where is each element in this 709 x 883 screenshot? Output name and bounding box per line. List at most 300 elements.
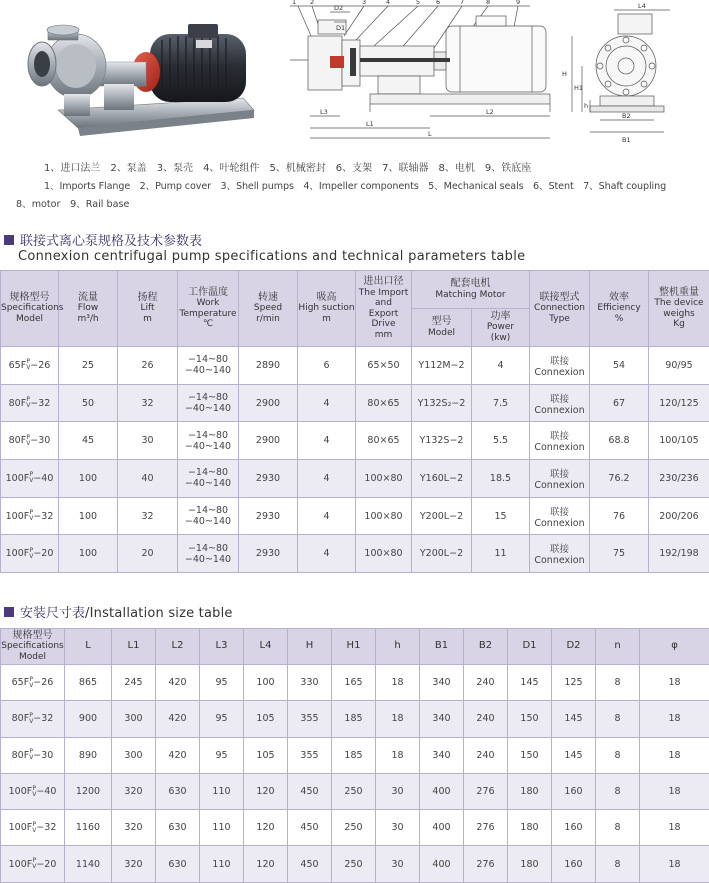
temp-line: −40~140 (184, 365, 232, 377)
cell-flow: 50 (59, 384, 118, 422)
model-sub: V (29, 754, 34, 762)
dim-l2: L2 (486, 108, 494, 116)
cell-power: 18.5 (472, 460, 530, 498)
cell-motor: Y200L−2 (412, 497, 472, 535)
header-line: Work (196, 298, 220, 308)
install-cell: 890 (65, 737, 112, 773)
table-row (1, 460, 709, 498)
header-efficiency (590, 271, 649, 347)
callout-4: 4 (386, 0, 391, 6)
install-cell: 8 (596, 737, 640, 773)
cell-eff: 67 (590, 384, 649, 422)
header-line: Specifications (1, 303, 64, 314)
cell-power: 7.5 (472, 384, 530, 422)
install-header-col: h (376, 629, 420, 665)
install-cell: 900 (65, 701, 112, 737)
install-header-col: L (65, 629, 112, 665)
model-suffix: −40 (36, 786, 57, 798)
table-row (1, 384, 709, 422)
install-cell: 400 (420, 773, 464, 809)
install-header-col: L1 (112, 629, 156, 665)
header-line: Efficiency (597, 303, 641, 314)
header-line: (kw) (490, 332, 511, 343)
cell-speed: 2900 (239, 422, 298, 460)
cell-speed: 2900 (239, 384, 298, 422)
header-line: 扬程 (137, 291, 158, 303)
dim-b2: B2 (622, 112, 631, 120)
model-suffix: −20 (33, 548, 54, 560)
dim-l: L (428, 130, 432, 138)
install-cell: 420 (156, 701, 200, 737)
header-line: 进出口径 (363, 276, 404, 287)
model-tag (9, 435, 51, 446)
square-bullet-icon (4, 607, 14, 617)
model-prefix: 100F (5, 548, 30, 560)
table-row (1, 665, 709, 701)
cell-suction: 4 (298, 460, 356, 498)
header-line: Type (549, 313, 570, 324)
model-tag (9, 360, 51, 371)
model-sub: V (29, 552, 34, 560)
table-row (1, 846, 709, 882)
cell-connection (530, 347, 590, 385)
cell-weight: 120/125 (649, 384, 709, 422)
install-cell: 30 (376, 846, 420, 882)
model-prefix: 80F (8, 435, 27, 447)
cell-eff: 76.2 (590, 460, 649, 498)
install-cell: 1160 (65, 810, 112, 846)
conn-cn: 联接 (549, 393, 569, 405)
header-line: m (143, 313, 152, 324)
temp-line: −14~80 (187, 467, 229, 479)
figure-row (0, 0, 709, 150)
table-row (1, 497, 709, 535)
cell-power: 4 (472, 347, 530, 385)
install-cell: 245 (112, 665, 156, 701)
cell-temperature (178, 497, 239, 535)
install-cell: 18 (376, 665, 420, 701)
install-cell: 160 (552, 846, 596, 882)
model-suffix: −32 (30, 397, 51, 409)
cell-temperature (178, 384, 239, 422)
install-cell: 400 (420, 846, 464, 882)
header-line: 规格型号 (9, 291, 50, 303)
cell-temperature (178, 422, 239, 460)
install-cell: 120 (244, 810, 288, 846)
cell-motor: Y160L−2 (412, 460, 472, 498)
header-weight (649, 271, 709, 347)
install-cell: 18 (640, 665, 709, 701)
header-line: The Import and (358, 287, 409, 308)
model-tag (12, 677, 54, 688)
install-cell: 630 (156, 846, 200, 882)
cell-port: 100×80 (356, 460, 412, 498)
cell-connection (530, 460, 590, 498)
header-line: 效率 (609, 291, 629, 303)
install-cell: 450 (288, 773, 332, 809)
install-cell: 120 (244, 846, 288, 882)
temp-line: −14~80 (187, 354, 229, 366)
legend-cn: 1、进口法兰 2、泵盖 3、泵壳 4、叶轮组件 5、机械密封 6、支架 7、联轴器 8、电机 9、铁底座 (44, 163, 532, 174)
model-suffix: −30 (30, 435, 51, 447)
install-cell: 18 (640, 701, 709, 737)
install-cell: 340 (420, 737, 464, 773)
model-sup: P (29, 675, 34, 683)
install-cell: 185 (332, 737, 376, 773)
header-line: % (614, 313, 624, 324)
conn-cn: 联接 (549, 506, 569, 518)
model-sub: V (32, 863, 37, 871)
cell-connection (530, 535, 590, 573)
temp-line: −40~140 (184, 553, 232, 565)
install-cell: 185 (332, 701, 376, 737)
cell-port: 65×50 (356, 347, 412, 385)
install-header-col: D1 (508, 629, 552, 665)
header-line: 型号 (431, 316, 452, 327)
header-line: Lift (140, 303, 155, 314)
cell-port: 80×65 (356, 384, 412, 422)
header-line: 整机重量 (659, 286, 699, 298)
conn-cn: 联接 (549, 544, 569, 556)
header-line: 规格型号 (12, 629, 53, 641)
install-cell: 330 (288, 665, 332, 701)
model-prefix: 100F (5, 472, 30, 484)
end-view-drawing (560, 0, 700, 146)
cell-lift: 40 (118, 460, 178, 498)
header-line: The device (654, 298, 704, 308)
install-cell: 160 (552, 810, 596, 846)
model-cell (1, 347, 59, 385)
install-cell: 120 (244, 773, 288, 809)
install-cell: 18 (376, 701, 420, 737)
dim-b1: B1 (622, 136, 631, 144)
cell-flow: 100 (59, 460, 118, 498)
cell-suction: 4 (298, 384, 356, 422)
cell-speed: 2930 (239, 460, 298, 498)
cell-suction: 6 (298, 347, 356, 385)
spec-title-en: Connexion centrifugal pump specifications and technical parameters table (18, 249, 526, 264)
install-cell: 250 (332, 773, 376, 809)
install-cell: 145 (508, 665, 552, 701)
install-cell: 320 (112, 810, 156, 846)
install-header-col: B2 (464, 629, 508, 665)
pump-photo (18, 18, 260, 140)
install-cell: 30 (376, 773, 420, 809)
model-cell (1, 701, 65, 737)
header-line: r/min (256, 313, 280, 324)
cell-port: 80×65 (356, 422, 412, 460)
header-line: 转速 (258, 291, 278, 303)
model-cell (1, 384, 59, 422)
install-cell: 865 (65, 665, 112, 701)
model-tag (6, 548, 54, 559)
install-header-col: φ (640, 629, 709, 665)
cell-weight: 200/206 (649, 497, 709, 535)
install-cell: 18 (640, 737, 709, 773)
header-lift (118, 271, 178, 347)
cell-suction: 4 (298, 535, 356, 573)
callout-3: 3 (362, 0, 367, 6)
cell-port: 100×80 (356, 497, 412, 535)
install-cell: 165 (332, 665, 376, 701)
install-cell: 320 (112, 773, 156, 809)
model-sub: V (26, 364, 31, 372)
header-line: Temperature (179, 308, 237, 319)
callout-5: 5 (416, 0, 421, 6)
temp-line: −14~80 (187, 542, 229, 554)
model-sub: V (29, 515, 34, 523)
cell-temperature (178, 535, 239, 573)
header-line: 功率 (490, 310, 511, 322)
temp-line: −14~80 (187, 505, 229, 517)
callout-2: 2 (310, 0, 315, 6)
header-line: 联接型式 (539, 291, 580, 303)
header-line: Model (15, 313, 44, 324)
model-sup: P (32, 820, 37, 828)
install-cell: 110 (200, 810, 244, 846)
cell-suction: 4 (298, 497, 356, 535)
model-sub: V (29, 477, 34, 485)
header-model (1, 271, 64, 347)
install-cell: 150 (508, 701, 552, 737)
header-line: m³/h (77, 313, 99, 324)
model-sup: P (29, 546, 34, 554)
install-title-en: /Installation size table (85, 606, 233, 621)
cell-eff: 75 (590, 535, 649, 573)
cell-lift: 30 (118, 422, 178, 460)
dim-h1: H1 (574, 84, 584, 92)
model-suffix: −40 (33, 472, 54, 484)
cell-motor: Y132S−2 (412, 422, 472, 460)
model-prefix: 100F (8, 786, 33, 798)
install-cell: 95 (200, 665, 244, 701)
conn-en: Connexion (534, 479, 585, 491)
cell-weight: 230/236 (649, 460, 709, 498)
spec-title-cn: 联接式离心泵规格及技术参数表 (20, 234, 203, 249)
install-cell: 355 (288, 701, 332, 737)
cell-eff: 54 (590, 347, 649, 385)
install-cell: 630 (156, 773, 200, 809)
cell-connection (530, 422, 590, 460)
install-cell: 1200 (65, 773, 112, 809)
cell-flow: 25 (59, 347, 118, 385)
table-row (1, 737, 709, 773)
install-header-col: L3 (200, 629, 244, 665)
model-sup: P (26, 396, 31, 404)
cell-flow: 100 (59, 535, 118, 573)
model-prefix: 80F (8, 397, 27, 409)
table-row (1, 422, 709, 460)
cell-power: 11 (472, 535, 530, 573)
model-suffix: −32 (33, 713, 54, 725)
install-cell: 420 (156, 737, 200, 773)
cell-flow: 100 (59, 497, 118, 535)
install-table-body (1, 665, 709, 883)
model-suffix: −26 (33, 677, 54, 689)
model-cell (1, 846, 65, 882)
header-line: Model (427, 327, 456, 338)
model-tag (9, 786, 57, 797)
temp-line: −40~140 (184, 440, 232, 452)
parts-legend (0, 160, 709, 214)
cell-connection (530, 497, 590, 535)
install-cell: 18 (640, 810, 709, 846)
cell-weight: 192/198 (649, 535, 709, 573)
install-header-col: B1 (420, 629, 464, 665)
model-sub: V (26, 439, 31, 447)
install-cell: 95 (200, 701, 244, 737)
model-prefix: 80F (11, 713, 30, 725)
cell-connection (530, 384, 590, 422)
install-cell: 180 (508, 810, 552, 846)
model-sup: P (26, 433, 31, 441)
conn-en: Connexion (534, 366, 585, 378)
header-flow (59, 271, 118, 347)
install-header-col: n (596, 629, 640, 665)
header-line: ℃ (202, 319, 214, 329)
dim-l1: L1 (366, 120, 374, 128)
install-cell: 340 (420, 701, 464, 737)
dim-l3: L3 (320, 108, 328, 116)
square-bullet-icon (4, 235, 14, 245)
install-cell: 630 (156, 810, 200, 846)
callout-7: 7 (460, 0, 465, 6)
cell-speed: 2930 (239, 535, 298, 573)
temp-line: −14~80 (187, 392, 229, 404)
model-tag (9, 859, 57, 870)
header-line: Flow (77, 303, 99, 314)
header-line: Matching Motor (435, 289, 506, 300)
install-cell: 18 (640, 773, 709, 809)
model-tag (12, 713, 54, 724)
header-suction (298, 271, 356, 347)
header-motor (412, 271, 530, 309)
conn-cn: 联接 (549, 355, 569, 367)
model-sup: P (32, 857, 37, 865)
dim-d1: D1 (336, 24, 346, 32)
install-cell: 8 (596, 773, 640, 809)
install-title-cn: 安装尺寸表 (20, 606, 86, 621)
legend-en-line2: 8、motor 9、Rail base (16, 199, 130, 210)
install-cell: 250 (332, 846, 376, 882)
install-cell: 8 (596, 701, 640, 737)
install-cell: 1140 (65, 846, 112, 882)
table-row (1, 701, 709, 737)
cell-speed: 2930 (239, 497, 298, 535)
header-line: mm (374, 329, 393, 340)
cell-temperature (178, 460, 239, 498)
install-cell: 100 (244, 665, 288, 701)
cell-motor: Y200L−2 (412, 535, 472, 573)
install-cell: 276 (464, 773, 508, 809)
header-line: Connection (534, 303, 585, 314)
install-cell: 30 (376, 810, 420, 846)
model-cell (1, 665, 65, 701)
install-cell: 450 (288, 846, 332, 882)
model-prefix: 100F (8, 858, 33, 870)
conn-en: Connexion (534, 517, 585, 529)
cell-eff: 76 (590, 497, 649, 535)
dim-l4: L4 (638, 2, 646, 10)
install-header-col: L4 (244, 629, 288, 665)
temp-line: −40~140 (184, 478, 232, 490)
cell-lift: 32 (118, 384, 178, 422)
model-prefix: 80F (11, 749, 30, 761)
cell-eff: 68.8 (590, 422, 649, 460)
install-cell: 125 (552, 665, 596, 701)
install-cell: 18 (640, 846, 709, 882)
install-header-model (1, 629, 65, 665)
header-temperature (178, 271, 239, 347)
model-tag (12, 750, 54, 761)
model-tag (6, 473, 54, 484)
cell-lift: 26 (118, 347, 178, 385)
header-line: Export Drive (368, 308, 399, 329)
model-prefix: 100F (8, 822, 33, 834)
cell-port: 100×80 (356, 535, 412, 573)
header-line: 工作温度 (188, 286, 228, 298)
header-line: 配套电机 (450, 278, 491, 289)
callout-1: 1 (292, 0, 297, 6)
conn-en: Connexion (534, 404, 585, 416)
install-cell: 450 (288, 810, 332, 846)
header-line: Model (18, 651, 47, 662)
model-suffix: −32 (36, 822, 57, 834)
model-cell (1, 460, 59, 498)
header-line: 流量 (78, 291, 98, 303)
callout-8: 8 (486, 0, 491, 6)
model-sup: P (29, 711, 34, 719)
install-cell: 145 (552, 737, 596, 773)
header-line: Power (486, 322, 515, 333)
install-cell: 420 (156, 665, 200, 701)
header-motor-model (412, 309, 472, 347)
model-cell (1, 497, 59, 535)
header-line: m (322, 313, 331, 324)
model-sup: P (29, 509, 34, 517)
install-header-col: H (288, 629, 332, 665)
install-cell: 8 (596, 810, 640, 846)
model-sup: P (32, 784, 37, 792)
spec-table-body (1, 347, 709, 573)
dim-h-upper: H (562, 70, 567, 78)
install-cell: 240 (464, 665, 508, 701)
header-motor-power (472, 309, 530, 347)
cell-lift: 20 (118, 535, 178, 573)
header-line: Kg (673, 319, 685, 329)
model-suffix: −26 (30, 359, 51, 371)
install-cell: 8 (596, 665, 640, 701)
spec-section-header (4, 230, 525, 265)
install-cell: 320 (112, 846, 156, 882)
dim-h-lower: h (584, 102, 589, 110)
model-cell (1, 810, 65, 846)
cell-weight: 100/105 (649, 422, 709, 460)
install-cell: 8 (596, 846, 640, 882)
model-sub: V (29, 681, 34, 689)
install-cell: 145 (552, 701, 596, 737)
install-cell: 110 (200, 846, 244, 882)
install-cell: 355 (288, 737, 332, 773)
model-prefix: 65F (11, 677, 30, 689)
install-cell: 400 (420, 810, 464, 846)
cell-flow: 45 (59, 422, 118, 460)
section-drawing (290, 0, 560, 146)
cell-weight: 90/95 (649, 347, 709, 385)
model-tag (9, 822, 57, 833)
model-tag (6, 511, 54, 522)
header-speed (239, 271, 298, 347)
